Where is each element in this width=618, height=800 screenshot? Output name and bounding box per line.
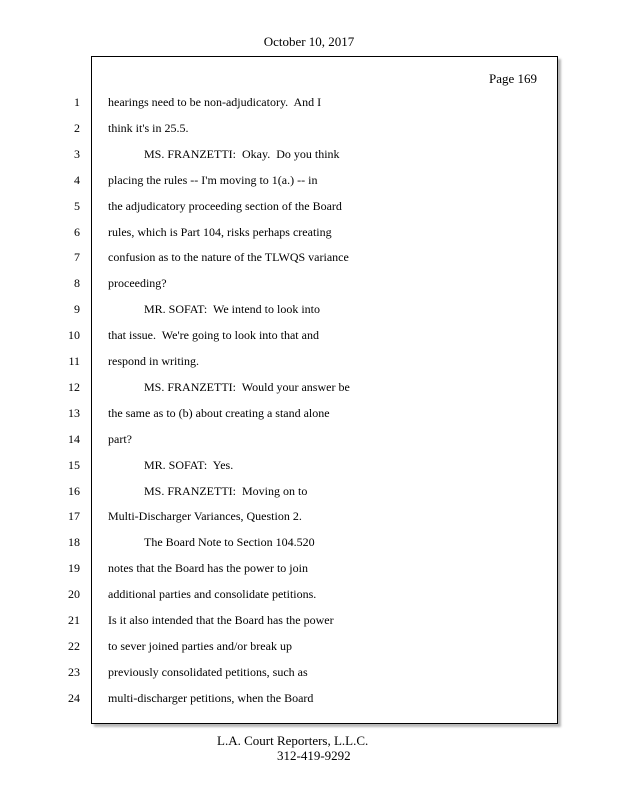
transcript-line: MR. SOFAT: Yes. xyxy=(144,458,234,472)
page-number: Page 169 xyxy=(488,71,537,86)
transcript-line: confusion as to the nature of the TLWQS variance xyxy=(108,250,349,264)
transcript-line: MS. FRANZETTI: Would your answer be xyxy=(144,380,350,394)
footer-phone: 312-419-9292 xyxy=(277,748,351,763)
transcript-line: notes that the Board has the power to join xyxy=(108,561,308,575)
transcript-line: respond in writing. xyxy=(108,354,199,368)
line-number: 17 xyxy=(68,509,80,523)
transcript-line: hearings need to be non-adjudicatory. And I xyxy=(108,95,322,109)
transcript-line: to sever joined parties and/or break up xyxy=(108,639,292,653)
transcript-line: MS. FRANZETTI: Moving on to xyxy=(144,484,308,498)
line-number: 4 xyxy=(74,173,80,187)
transcript-line: previously consolidated petitions, such as xyxy=(108,665,308,679)
line-number: 2 xyxy=(74,121,80,135)
line-number: 19 xyxy=(68,561,80,575)
line-number: 6 xyxy=(74,225,80,239)
line-number: 13 xyxy=(68,406,80,420)
line-number: 22 xyxy=(68,639,80,653)
transcript-line: Is it also intended that the Board has the power xyxy=(108,613,334,627)
transcript-line: the same as to (b) about creating a stand alone xyxy=(108,406,330,420)
footer-company: L.A. Court Reporters, L.L.C. xyxy=(217,733,369,748)
transcript-line: additional parties and consolidate petitions. xyxy=(108,587,317,601)
line-number: 8 xyxy=(74,276,80,290)
transcript-line: MR. SOFAT: We intend to look into xyxy=(144,302,321,316)
transcript-line: MS. FRANZETTI: Okay. Do you think xyxy=(144,147,340,161)
header-date: October 10, 2017 xyxy=(263,34,355,49)
line-number: 9 xyxy=(74,302,80,316)
line-number: 10 xyxy=(68,328,80,342)
line-number: 12 xyxy=(68,380,80,394)
transcript-line: part? xyxy=(108,432,132,446)
line-number: 21 xyxy=(68,613,80,627)
line-number: 11 xyxy=(68,354,80,368)
line-number: 20 xyxy=(68,587,80,601)
line-number: 3 xyxy=(74,147,80,161)
transcript-line: proceeding? xyxy=(108,276,167,290)
transcript-line: The Board Note to Section 104.520 xyxy=(144,535,315,549)
line-number: 5 xyxy=(74,199,80,213)
line-number: 24 xyxy=(68,691,80,705)
transcript-line: think it's in 25.5. xyxy=(108,121,189,135)
transcript-line: Multi-Discharger Variances, Question 2. xyxy=(108,509,302,523)
line-number: 15 xyxy=(68,458,80,472)
transcript-line: rules, which is Part 104, risks perhaps creating xyxy=(108,225,332,239)
line-number: 16 xyxy=(68,484,80,498)
line-number: 18 xyxy=(68,535,80,549)
transcript-line: placing the rules -- I'm moving to 1(a.) -- in xyxy=(108,173,318,187)
transcript-line: that issue. We're going to look into that and xyxy=(108,328,319,342)
transcript-line: multi-discharger petitions, when the Board xyxy=(108,691,314,705)
line-number: 14 xyxy=(68,432,80,446)
line-number: 1 xyxy=(74,95,80,109)
line-number: 23 xyxy=(68,665,80,679)
line-number: 7 xyxy=(74,250,80,264)
transcript-line: the adjudicatory proceeding section of the Board xyxy=(108,199,342,213)
